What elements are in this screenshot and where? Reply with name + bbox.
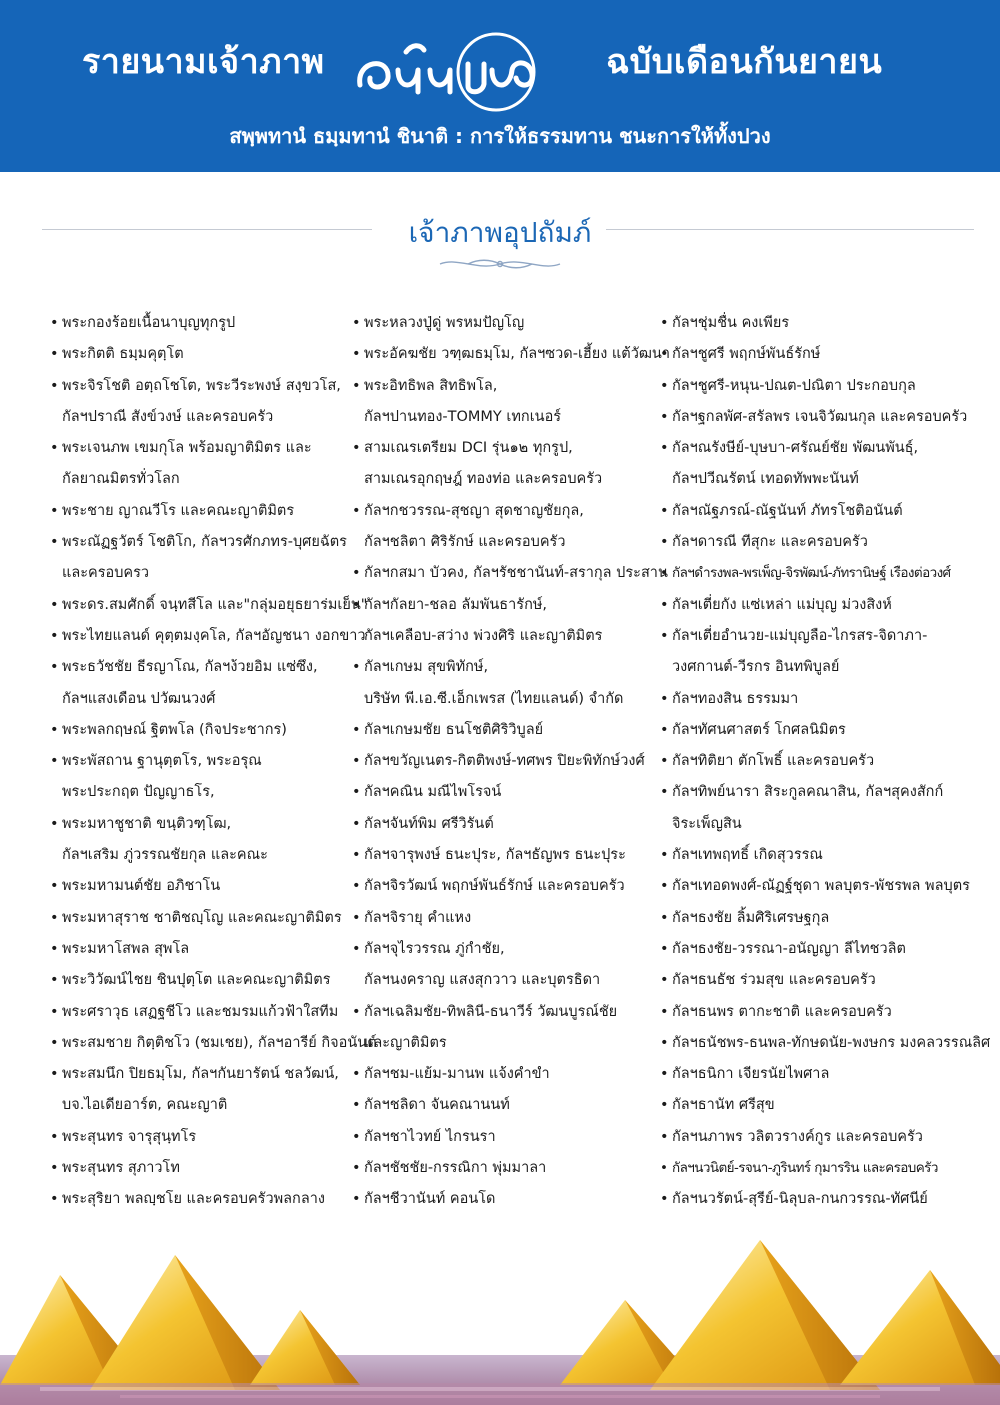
- donor-entry-line: • กัลฯจุไรวรรณ ภู่กำชัย,: [352, 934, 657, 965]
- donor-entry-line: • กัลฯเทอดพงศ์-ณัฏฐ์ชุดา พลบุตร-พัชรพล พลบุตร: [660, 871, 960, 902]
- donor-entry-line: • พระกิตติ ธมฺมคุตฺโต: [50, 339, 350, 370]
- donor-entry: [50, 308, 350, 339]
- donor-entry-line: • กัลฯกชวรรณ-สุชญา สุดชาญชัยกุล,: [352, 496, 657, 527]
- donor-entry-line: บริษัท พี.เอ.ซี.เอ็กเพรส (ไทยแลนด์) จำกัด: [364, 690, 624, 707]
- donor-entry-line: • กัลฯชูศรี พฤกษ์พันธ์รักษ์: [660, 339, 960, 370]
- donor-entry-line: • กัลฯนวรัตน์-สุรีย์-นิลุบล-กนกวรรณ-ทัศนีย์: [660, 1184, 960, 1215]
- title-left: รายนามเจ้าภาพ: [82, 42, 325, 82]
- donor-entry-line: • สามเณรเตรียม DCI รุ่น๑๒ ทุกรูป,: [352, 433, 657, 464]
- donor-column-3: [660, 308, 991, 1216]
- title-right: ฉบับเดือนกันยายน: [606, 42, 883, 82]
- donor-entry-line: บจ.ไอเดียอาร์ต, คณะญาติ: [62, 1097, 228, 1114]
- donor-entry: [50, 339, 350, 370]
- donor-entry-line: • กัลฯเกษม สุขพิทักษ์,: [352, 652, 657, 683]
- donor-entry-line: • พระมหาสุราช ชาติชญฺโญ และคณะญาติมิตร: [50, 903, 350, 934]
- donor-entry-line: • พระไทยแลนด์ คุตฺตมงฺคโล, กัลฯอัญชนา งอกขาว: [50, 621, 350, 652]
- donor-entry-line: • พระพัสถาน ฐานุตฺตโร, พระอรุณ: [50, 746, 350, 777]
- donor-entry: [50, 1153, 350, 1184]
- donor-entry: [50, 934, 350, 965]
- donor-entry-line: และญาติมิตร: [364, 1034, 447, 1051]
- donor-entry: [352, 590, 657, 653]
- donor-entry-line: • พระสมชาย กิตฺติชโว (ชมเชย), กัลฯอารีย์ กิจอนันต์: [50, 1028, 350, 1059]
- donor-entry: [660, 1090, 960, 1121]
- donor-entry-line: • กัลฯชม-แย้ม-มานพ แจ้งคำขำ: [352, 1059, 657, 1090]
- donor-entry-line: • กัลฯกสมา บัวคง, กัลฯรัชชานันท์-สรากุล ประสาน: [352, 558, 657, 589]
- donor-entry-line: • พระอัคฆชัย วฑฺฒธมฺโม, กัลฯซวด-เฮี้ยง แต้วัฒนา: [352, 339, 657, 370]
- donor-entry: [50, 715, 350, 746]
- donor-entry-line: กัลฯนงคราญ แสงสุกวาว และบุตรธิดา: [364, 972, 601, 989]
- donor-entry-line: • กัลฯธนพร ตากะชาติ และครอบครัว: [660, 997, 960, 1028]
- donor-entry: [660, 777, 960, 840]
- donor-entry: [352, 997, 657, 1060]
- donor-entry: [660, 590, 960, 621]
- donor-entry: [50, 652, 350, 715]
- donor-entry-line: • พระมหาโสพล สุพโล: [50, 934, 350, 965]
- donor-entry: [660, 746, 960, 777]
- donor-entry: [352, 809, 657, 840]
- donor-column-1: [50, 308, 377, 1216]
- donor-entry-line: • กัลฯชีวานันท์ คอนโด: [352, 1184, 657, 1215]
- donor-entry-line: กัลฯเคลือบ-สว่าง พ่วงศิริ และญาติมิตร: [364, 627, 603, 644]
- donor-entry-line: • กัลฯเทพฤทธิ์ เกิดสุวรรณ: [660, 840, 960, 871]
- donor-entry-line: • กัลฯชาไวทย์ ไกรนรา: [352, 1122, 657, 1153]
- donor-entry-line: • พระอิทธิพล สิทธิพโล,: [352, 371, 657, 402]
- donor-entry: [50, 871, 350, 902]
- donor-entry-line: • กัลฯธนัชพร-ธนพล-ทักษดนัย-พงษกร มงคลวรรณลิศ: [660, 1028, 960, 1059]
- donor-entry-line: กัลฯปราณี สังข์วงษ์ และครอบครัว: [62, 408, 274, 425]
- donor-column-2: [352, 308, 670, 1216]
- donor-entry: [352, 715, 657, 746]
- donor-entry-line: • พระกองร้อยเนื้อนาบุญทุกรูป: [50, 308, 350, 339]
- donor-entry: [50, 1028, 377, 1059]
- donor-entry-line: จิระเพ็ญสิน: [672, 815, 742, 832]
- donor-entry-line: • กัลฯกัลยา-ชลอ ลัมพันธารักษ์,: [352, 590, 657, 621]
- donor-entry: [50, 1059, 350, 1122]
- donor-entry-line: • กัลฯจันท์พิม ศรีวิรันต์: [352, 809, 657, 840]
- donor-entry-line: • กัลฯเตี่ยกัง แซ่เหล่า แม่บุญ ม่วงสิงห์: [660, 590, 960, 621]
- donor-entry: [352, 1059, 657, 1090]
- donor-entry: [352, 558, 668, 589]
- donor-entry-line: • พระหลวงปู่ดู่ พรหมปัญโญ: [352, 308, 657, 339]
- donor-entry-line: • กัลฯทิติยา ตักโพธิ์ และครอบครัว: [660, 746, 960, 777]
- donor-entry-line: • กัลฯคณิน มณีไพโรจน์: [352, 777, 657, 808]
- donor-entry-line: • พระดร.สมศักดิ์ จนฺทสีโล และ"กลุ่มอยุธยาร่มเย็น": [50, 590, 350, 621]
- donor-entry-line: • พระเจนภพ เขมกุโล พร้อมญาติมิตร และ: [50, 433, 350, 464]
- donor-entry-line: กัลฯปานทอง-TOMMY เทกเนอร์: [364, 408, 562, 425]
- donor-entry-line: • กัลฯชุ่มชื่น คงเพียร: [660, 308, 960, 339]
- donor-entry: [660, 558, 960, 589]
- donor-entry-line: • พระจิรโชติ อตฺถโชโต, พระวีระพงษ์ สงฺขวโส,: [50, 371, 350, 402]
- donor-entry: [352, 433, 657, 496]
- donor-entry-line: • พระสมนึก ปิยธมฺโม, กัลฯกันยารัตน์ ชลวัฒน์,: [50, 1059, 350, 1090]
- donor-entry-line: วงศกานต์-วีรกร อินทพิบูลย์: [672, 659, 840, 676]
- donor-entry: [660, 527, 960, 558]
- donor-entry: [50, 903, 350, 934]
- donor-entry-line: • กัลฯเกษมชัย ธนโชติศิริวิบูลย์: [352, 715, 657, 746]
- donor-entry: [352, 1184, 657, 1215]
- donor-entry: [660, 402, 968, 433]
- donor-entry-line: • พระสุริยา พลญฺชโย และครอบครัวพลกลาง: [50, 1184, 350, 1215]
- donor-entry-line: • พระณัฏฐวัตร์ โชติโก, กัลฯวรศักภทร-บุศยฉัตร: [50, 527, 350, 558]
- donor-entry-line: • กัลฯชลิดา จันคณานนท์: [352, 1090, 657, 1121]
- donor-entry: [660, 1059, 960, 1090]
- donor-entry: [660, 1122, 960, 1153]
- donor-entry-line: • กัลฯทองสิน ธรรมมา: [660, 684, 960, 715]
- donor-entry: [660, 715, 960, 746]
- donor-entry-line: • กัลฯจารุพงษ์ ธนะปุระ, กัลฯธัญพร ธนะปุระ: [352, 840, 657, 871]
- donor-entry: [352, 1153, 657, 1184]
- donor-entry: [660, 1153, 960, 1184]
- donor-entry: [352, 840, 657, 871]
- pyramid-footer-decoration: [0, 1235, 1000, 1405]
- donor-entry-line: • พระชาย ญาณวีโร และคณะญาติมิตร: [50, 496, 350, 527]
- divider-right: [606, 229, 974, 230]
- donor-entry-line: • กัลฯดำรงพล-พรเพ็ญ-จิรพัฒน์-ภัทรานิษฐ์ เรืองต่อวงศ์: [660, 558, 960, 589]
- donor-entry: [660, 840, 960, 871]
- donor-entry-line: • พระศราวุธ เสฏฐชีโว และชมรมแก้วฟ้าใสทีม: [50, 997, 350, 1028]
- donor-entry-line: กัลฯชลิตา ศิริรักษ์ และครอบครัว: [364, 534, 566, 551]
- donor-entry: [352, 746, 657, 777]
- donor-entry: [660, 308, 960, 339]
- donor-entry: [352, 308, 657, 339]
- donor-entry-line: • กัลฯธงชัย-วรรณา-อนัญญา ลีไทชวลิต: [660, 934, 960, 965]
- donor-entry-line: • กัลฯชัชชัย-กรรณิกา พุ่มมาลา: [352, 1153, 657, 1184]
- donor-entry: [660, 621, 960, 684]
- donor-entry: [50, 997, 350, 1028]
- donor-entry: [50, 809, 350, 872]
- donor-entry-line: สามเณรอุกฤษฎ์ ทองท่อ และครอบครัว: [364, 471, 603, 488]
- donor-entry-line: • กัลฯธงชัย ลิ้มศิริเศรษฐกุล: [660, 903, 960, 934]
- section-heading: [0, 205, 1000, 275]
- donor-entry: [660, 496, 960, 527]
- donor-entry-line: • กัลฯนภาพร วลิตวรางค์กูร และครอบครัว: [660, 1122, 960, 1153]
- donor-entry: [352, 339, 670, 370]
- donor-entry-line: • กัลฯธนิกา เจียรนัยไพศาล: [660, 1059, 960, 1090]
- donor-entry: [50, 527, 350, 590]
- donor-entry: [660, 1028, 991, 1059]
- donor-entry: [352, 652, 657, 715]
- donor-entry-line: กัลฯแสงเดือน ปวัฒนวงศ์: [62, 690, 216, 707]
- donor-entry-line: • กัลฯเตี่ยอำนวย-แม่บุญลือ-ไกรสร-จิดาภา-: [660, 621, 960, 652]
- donor-entry: [50, 433, 350, 496]
- donor-entry: [352, 934, 657, 997]
- donor-entry-line: • กัลฯขวัญเนตร-กิตติพงษ์-ทศพร ปิยะพิทักษ์วงศ์: [352, 746, 657, 777]
- donor-entry: [660, 684, 960, 715]
- header-subtitle: สพฺพทานํ ธมฺมทานํ ชินาติ : การให้ธรรมทาน ชนะการให้ทั้งปวง: [229, 124, 771, 148]
- donor-entry: [352, 903, 657, 934]
- flourish-ornament-icon: [438, 255, 562, 273]
- donor-entry-line: พระประกฤต ปัญญาธโร,: [62, 784, 215, 801]
- donor-entry: [50, 1184, 350, 1215]
- donor-entry-line: • กัลฯเฉลิมชัย-ทิพลินี-ธนาวีร์ วัฒนบูรณ์ชัย: [352, 997, 657, 1028]
- donor-entry: [660, 1184, 960, 1215]
- donor-entry-line: • กัลฯฐกลพัศ-สรัลพร เจนจิวัฒนกุล และครอบครัว: [660, 402, 960, 433]
- donor-entry-line: • กัลฯธนธัช ร่วมสุข และครอบครัว: [660, 965, 960, 996]
- header-banner: [0, 0, 1000, 172]
- logo-icon: [350, 30, 570, 112]
- donor-entry-line: • พระสุนทร สุภาวโท: [50, 1153, 350, 1184]
- donor-entry-line: • กัลฯชูศรี-หนุน-ปณต-ปณิตา ประกอบกุล: [660, 371, 960, 402]
- donor-entry: [660, 871, 970, 902]
- donor-entry: [660, 903, 960, 934]
- donor-entry-line: • พระธวัชชัย ธีรญาโณ, กัลฯง้วยอิม แซ่ซึง,: [50, 652, 350, 683]
- donor-entry: [50, 1122, 350, 1153]
- donor-entry-line: • พระพลกฤษณ์ ฐิตพโล (กิจประชากร): [50, 715, 350, 746]
- donor-entry-line: • กัลฯณัฐภรณ์-ณัฐนันท์ ภัทรโชติอนันต์: [660, 496, 960, 527]
- donor-entry-line: กัลฯเสริม ภู่วรรณชัยกุล และคณะ: [62, 847, 268, 864]
- donor-entry: [50, 621, 366, 652]
- donor-entry: [660, 934, 960, 965]
- donor-entry: [352, 371, 657, 434]
- donor-entry-line: • กัลฯธานัท ศรีสุข: [660, 1090, 960, 1121]
- donor-entry: [660, 339, 960, 370]
- donor-entry: [352, 1090, 657, 1121]
- donor-entry-line: • กัลฯดารณี ทีสุกะ และครอบครัว: [660, 527, 960, 558]
- section-title: เจ้าภาพอุปถัมภ์: [408, 216, 592, 249]
- donor-entry-line: • กัลฯจิรวัฒน์ พฤกษ์พันธ์รักษ์ และครอบครัว: [352, 871, 657, 902]
- donor-entry-line: • กัลฯทิพย์นารา สิระกูลคณาสิน, กัลฯสุคงสักก์: [660, 777, 960, 808]
- donor-entry-line: กัลฯปวีณรัตน์ เทอดทัพพะนันท์: [672, 471, 859, 488]
- donor-entry-line: • พระวิวัฒน์ไชย ชินปุตฺโต และคณะญาติมิตร: [50, 965, 350, 996]
- donor-entry-line: และครอบครว: [62, 565, 150, 582]
- donor-entry: [352, 871, 657, 902]
- donor-entry: [660, 997, 960, 1028]
- donor-entry: [50, 965, 350, 996]
- donor-entry-line: • กัลฯนวนิตย์-รจนา-ภูรินทร์ กุมารริน และครอบครัว: [660, 1153, 960, 1184]
- donor-entry-line: • กัลฯจิรายุ คำแหง: [352, 903, 657, 934]
- donor-entry: [660, 371, 960, 402]
- donor-entry: [50, 496, 350, 527]
- donor-entry: [50, 746, 350, 809]
- donor-entry: [50, 371, 350, 434]
- donor-entry: [660, 965, 960, 996]
- donor-entry: [660, 433, 960, 496]
- donor-entry-line: • กัลฯทัศนศาสตร์ โกศลนิมิตร: [660, 715, 960, 746]
- donor-entry: [352, 496, 657, 559]
- donor-entry-line: • พระสุนทร จารุสุนฺทโร: [50, 1122, 350, 1153]
- donor-entry: [352, 777, 657, 808]
- donor-entry-line: กัลยาณมิตรทั่วโลก: [62, 471, 180, 488]
- donor-entry-line: • พระมหาชูชาติ ขนฺติวฑฺโฒ,: [50, 809, 350, 840]
- donor-entry-line: • กัลฯณรังษีย์-บุษบา-ศรัณย์ชัย พัฒนพันธุ์,: [660, 433, 960, 464]
- donor-entry-line: • พระมหามนต์ชัย อภิชาโน: [50, 871, 350, 902]
- donor-entry: [352, 1122, 657, 1153]
- donor-entry: [50, 590, 368, 621]
